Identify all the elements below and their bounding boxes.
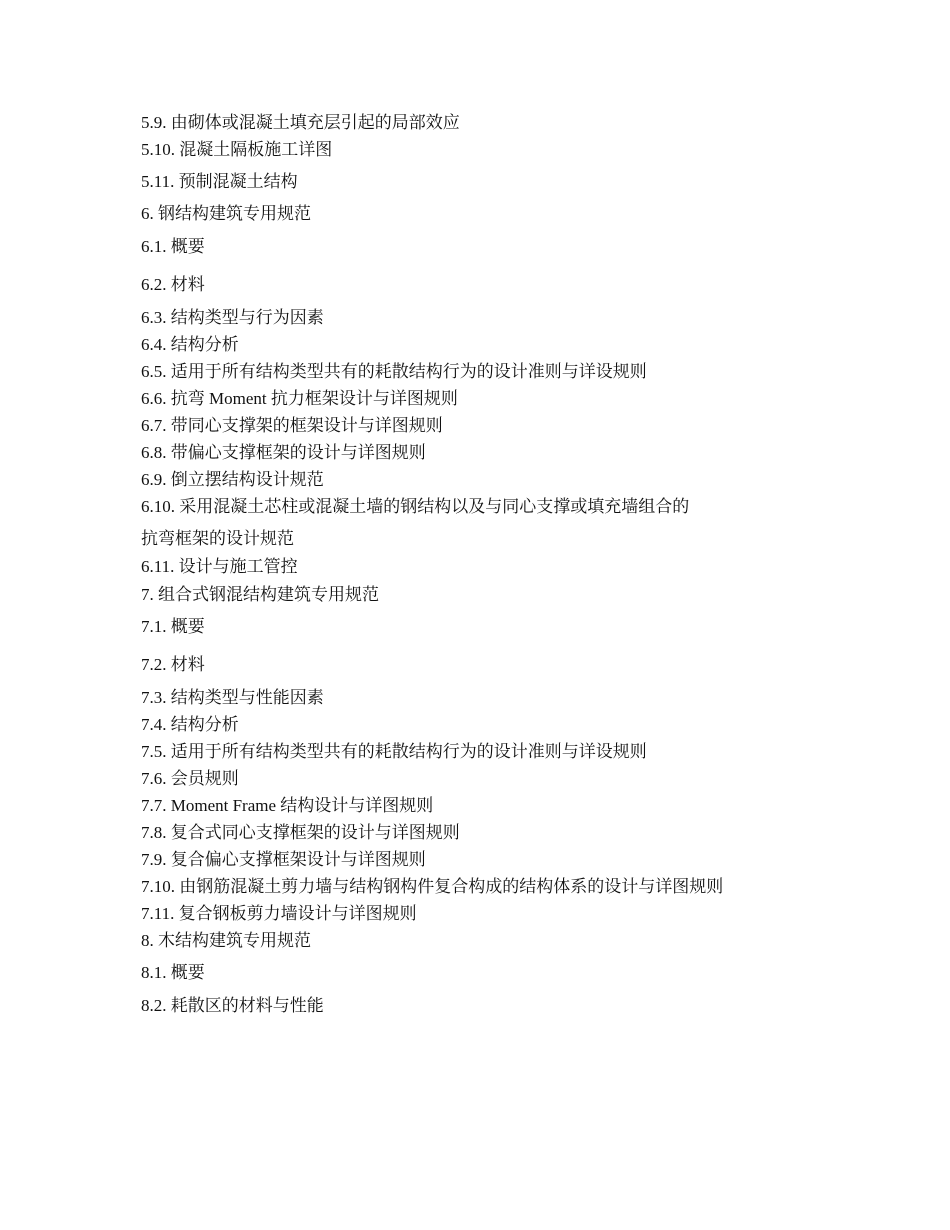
toc-line-6-9: 6.9. 倒立摆结构设计规范 (141, 470, 324, 489)
toc-line-7-4: 7.4. 结构分析 (141, 715, 239, 734)
toc-line-7-6: 7.6. 会员规则 (141, 769, 239, 788)
toc-line-5-10: 5.10. 混凝土隔板施工详图 (141, 140, 333, 159)
toc-line-6-2: 6.2. 材料 (141, 275, 205, 294)
toc-line-7-7: 7.7. Moment Frame 结构设计与详图规则 (141, 796, 434, 815)
toc-line-8-2: 8.2. 耗散区的材料与性能 (141, 996, 324, 1015)
toc-line-6-8: 6.8. 带偏心支撑框架的设计与详图规则 (141, 443, 426, 462)
toc-line-6: 6. 钢结构建筑专用规范 (141, 204, 311, 223)
toc-line-5-9: 5.9. 由砌体或混凝土填充层引起的局部效应 (141, 113, 460, 132)
toc-line-7-8: 7.8. 复合式同心支撑框架的设计与详图规则 (141, 823, 460, 842)
toc-line-7-9: 7.9. 复合偏心支撑框架设计与详图规则 (141, 850, 426, 869)
toc-line-7-11: 7.11. 复合钢板剪力墙设计与详图规则 (141, 904, 417, 923)
toc-line-5-11: 5.11. 预制混凝土结构 (141, 172, 298, 191)
toc-line-8: 8. 木结构建筑专用规范 (141, 931, 311, 950)
toc-line-7-10: 7.10. 由钢筋混凝土剪力墙与结构钢构件复合构成的结构体系的设计与详图规则 (141, 877, 724, 896)
toc-line-7-3: 7.3. 结构类型与性能因素 (141, 688, 324, 707)
toc-line-7-2: 7.2. 材料 (141, 655, 205, 674)
toc-line-6-3: 6.3. 结构类型与行为因素 (141, 308, 324, 327)
toc-line-7-5: 7.5. 适用于所有结构类型共有的耗散结构行为的设计准则与详设规则 (141, 742, 647, 761)
toc-line-6-11: 6.11. 设计与施工管控 (141, 557, 298, 576)
toc-line-6-4: 6.4. 结构分析 (141, 335, 239, 354)
toc-line-7-1: 7.1. 概要 (141, 617, 205, 636)
toc-line-6-10-cont: 抗弯框架的设计规范 (141, 529, 294, 548)
toc-line-6-5: 6.5. 适用于所有结构类型共有的耗散结构行为的设计准则与详设规则 (141, 362, 647, 381)
toc-line-8-1: 8.1. 概要 (141, 963, 205, 982)
toc-line-6-1: 6.1. 概要 (141, 237, 205, 256)
toc-line-6-10: 6.10. 采用混凝土芯柱或混凝土墙的钢结构以及与同心支撑或填充墙组合的 (141, 497, 690, 516)
toc-line-6-6: 6.6. 抗弯 Moment 抗力框架设计与详图规则 (141, 389, 458, 408)
toc-line-7: 7. 组合式钢混结构建筑专用规范 (141, 585, 379, 604)
toc-line-6-7: 6.7. 带同心支撑架的框架设计与详图规则 (141, 416, 443, 435)
